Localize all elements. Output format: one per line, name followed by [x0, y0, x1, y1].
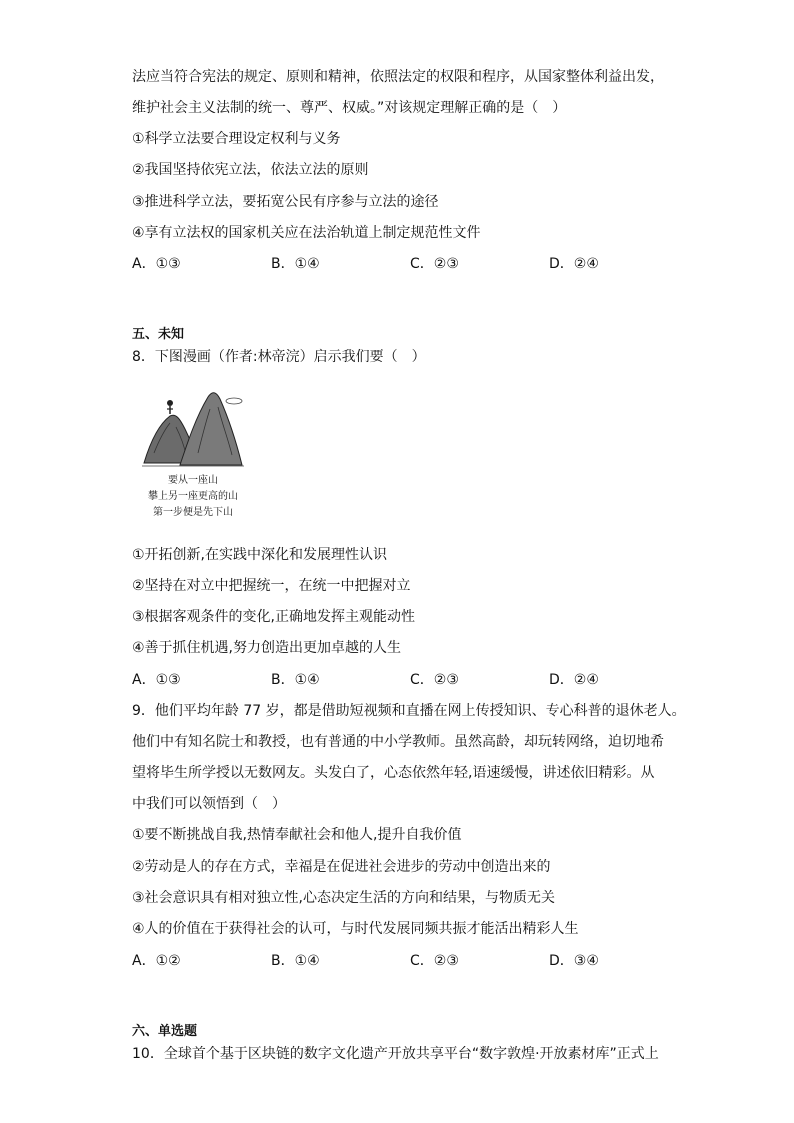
q8-statement-3: ③根据客观条件的变化,正确地发挥主观能动性	[132, 609, 415, 625]
q9-statement-3: ③社会意识具有相对独立性,心态决定生活的方向和结果，与物质无关	[132, 890, 555, 906]
q9-statement-2: ②劳动是人的存在方式，幸福是在促进社会进步的劳动中创造出来的	[132, 859, 551, 875]
q9-option-a: A．①②	[132, 953, 181, 969]
q7-option-b: B．①④	[271, 256, 320, 272]
q7-option-a: A．①③	[132, 256, 181, 272]
mountains-icon	[140, 383, 246, 471]
q7-statement-1: ①科学立法要合理设定权利与义务	[132, 131, 341, 147]
q7-statement-3: ③推进科学立法，要拓宽公民有序参与立法的途径	[132, 194, 439, 210]
q8-option-a: A．①③	[132, 672, 181, 688]
q8-statement-4: ④善于抓住机遇,努力创造出更加卓越的人生	[132, 640, 401, 656]
q9-stem-line-4: 中我们可以领悟到（ ）	[132, 796, 286, 812]
q8-stem: 8．下图漫画（作者:林帝浣）启示我们要（ ）	[132, 349, 426, 365]
q8-statement-1: ①开拓创新,在实践中深化和发展理性认识	[132, 547, 387, 563]
q10-stem-line-1: 10．全球首个基于区块链的数字文化遗产开放共享平台“数字敦煌·开放素材库”正式上	[132, 1046, 659, 1062]
q9-option-b: B．①④	[271, 953, 320, 969]
q9-stem-line-1: 9．他们平均年龄 77 岁，都是借助短视频和直播在网上传授知识、专心科普的退休老人。	[132, 703, 686, 719]
q8-option-d: D．②④	[549, 672, 599, 688]
q9-stem-line-2: 他们中有知名院士和教授，也有普通的中小学教师。虽然高龄，却玩转网络，迫切地希	[132, 734, 664, 750]
q7-option-d: D．②④	[549, 256, 599, 272]
q8-statement-2: ②坚持在对立中把握统一，在统一中把握对立	[132, 578, 411, 594]
cartoon-caption-line-2: 攀上另一座更高的山	[148, 491, 238, 502]
q9-statement-1: ①要不断挑战自我,热情奉献社会和他人,提升自我价值	[132, 827, 462, 843]
section-heading-5: 五、未知	[132, 327, 185, 342]
q9-stem-line-3: 望将毕生所学授以无数网友。头发白了，心态依然年轻,语速缓慢，讲述依旧精彩。从	[132, 765, 655, 781]
cartoon-image	[140, 383, 246, 523]
cartoon-caption-line-1: 要从一座山	[168, 475, 218, 486]
q8-option-b: B．①④	[271, 672, 320, 688]
section-heading-6: 六、单选题	[132, 1024, 198, 1039]
q7-statement-2: ②我国坚持依宪立法，依法立法的原则	[132, 162, 369, 178]
q9-option-d: D．③④	[549, 953, 599, 969]
cartoon-caption-line-3: 第一步便是先下山	[153, 507, 233, 518]
q7-stem-line-1: 法应当符合宪法的规定、原则和精神，依照法定的权限和程序，从国家整体利益出发，	[132, 69, 664, 85]
q9-statement-4: ④人的价值在于获得社会的认可，与时代发展同频共振才能活出精彩人生	[132, 921, 579, 937]
q8-option-c: C．②③	[410, 672, 459, 688]
q7-stem-line-2: 维护社会主义法制的统一、尊严、权威。”对该规定理解正确的是（ ）	[132, 100, 567, 116]
q7-statement-4: ④享有立法权的国家机关应在法治轨道上制定规范性文件	[132, 225, 481, 241]
q7-option-c: C．②③	[410, 256, 459, 272]
q9-option-c: C．②③	[410, 953, 459, 969]
